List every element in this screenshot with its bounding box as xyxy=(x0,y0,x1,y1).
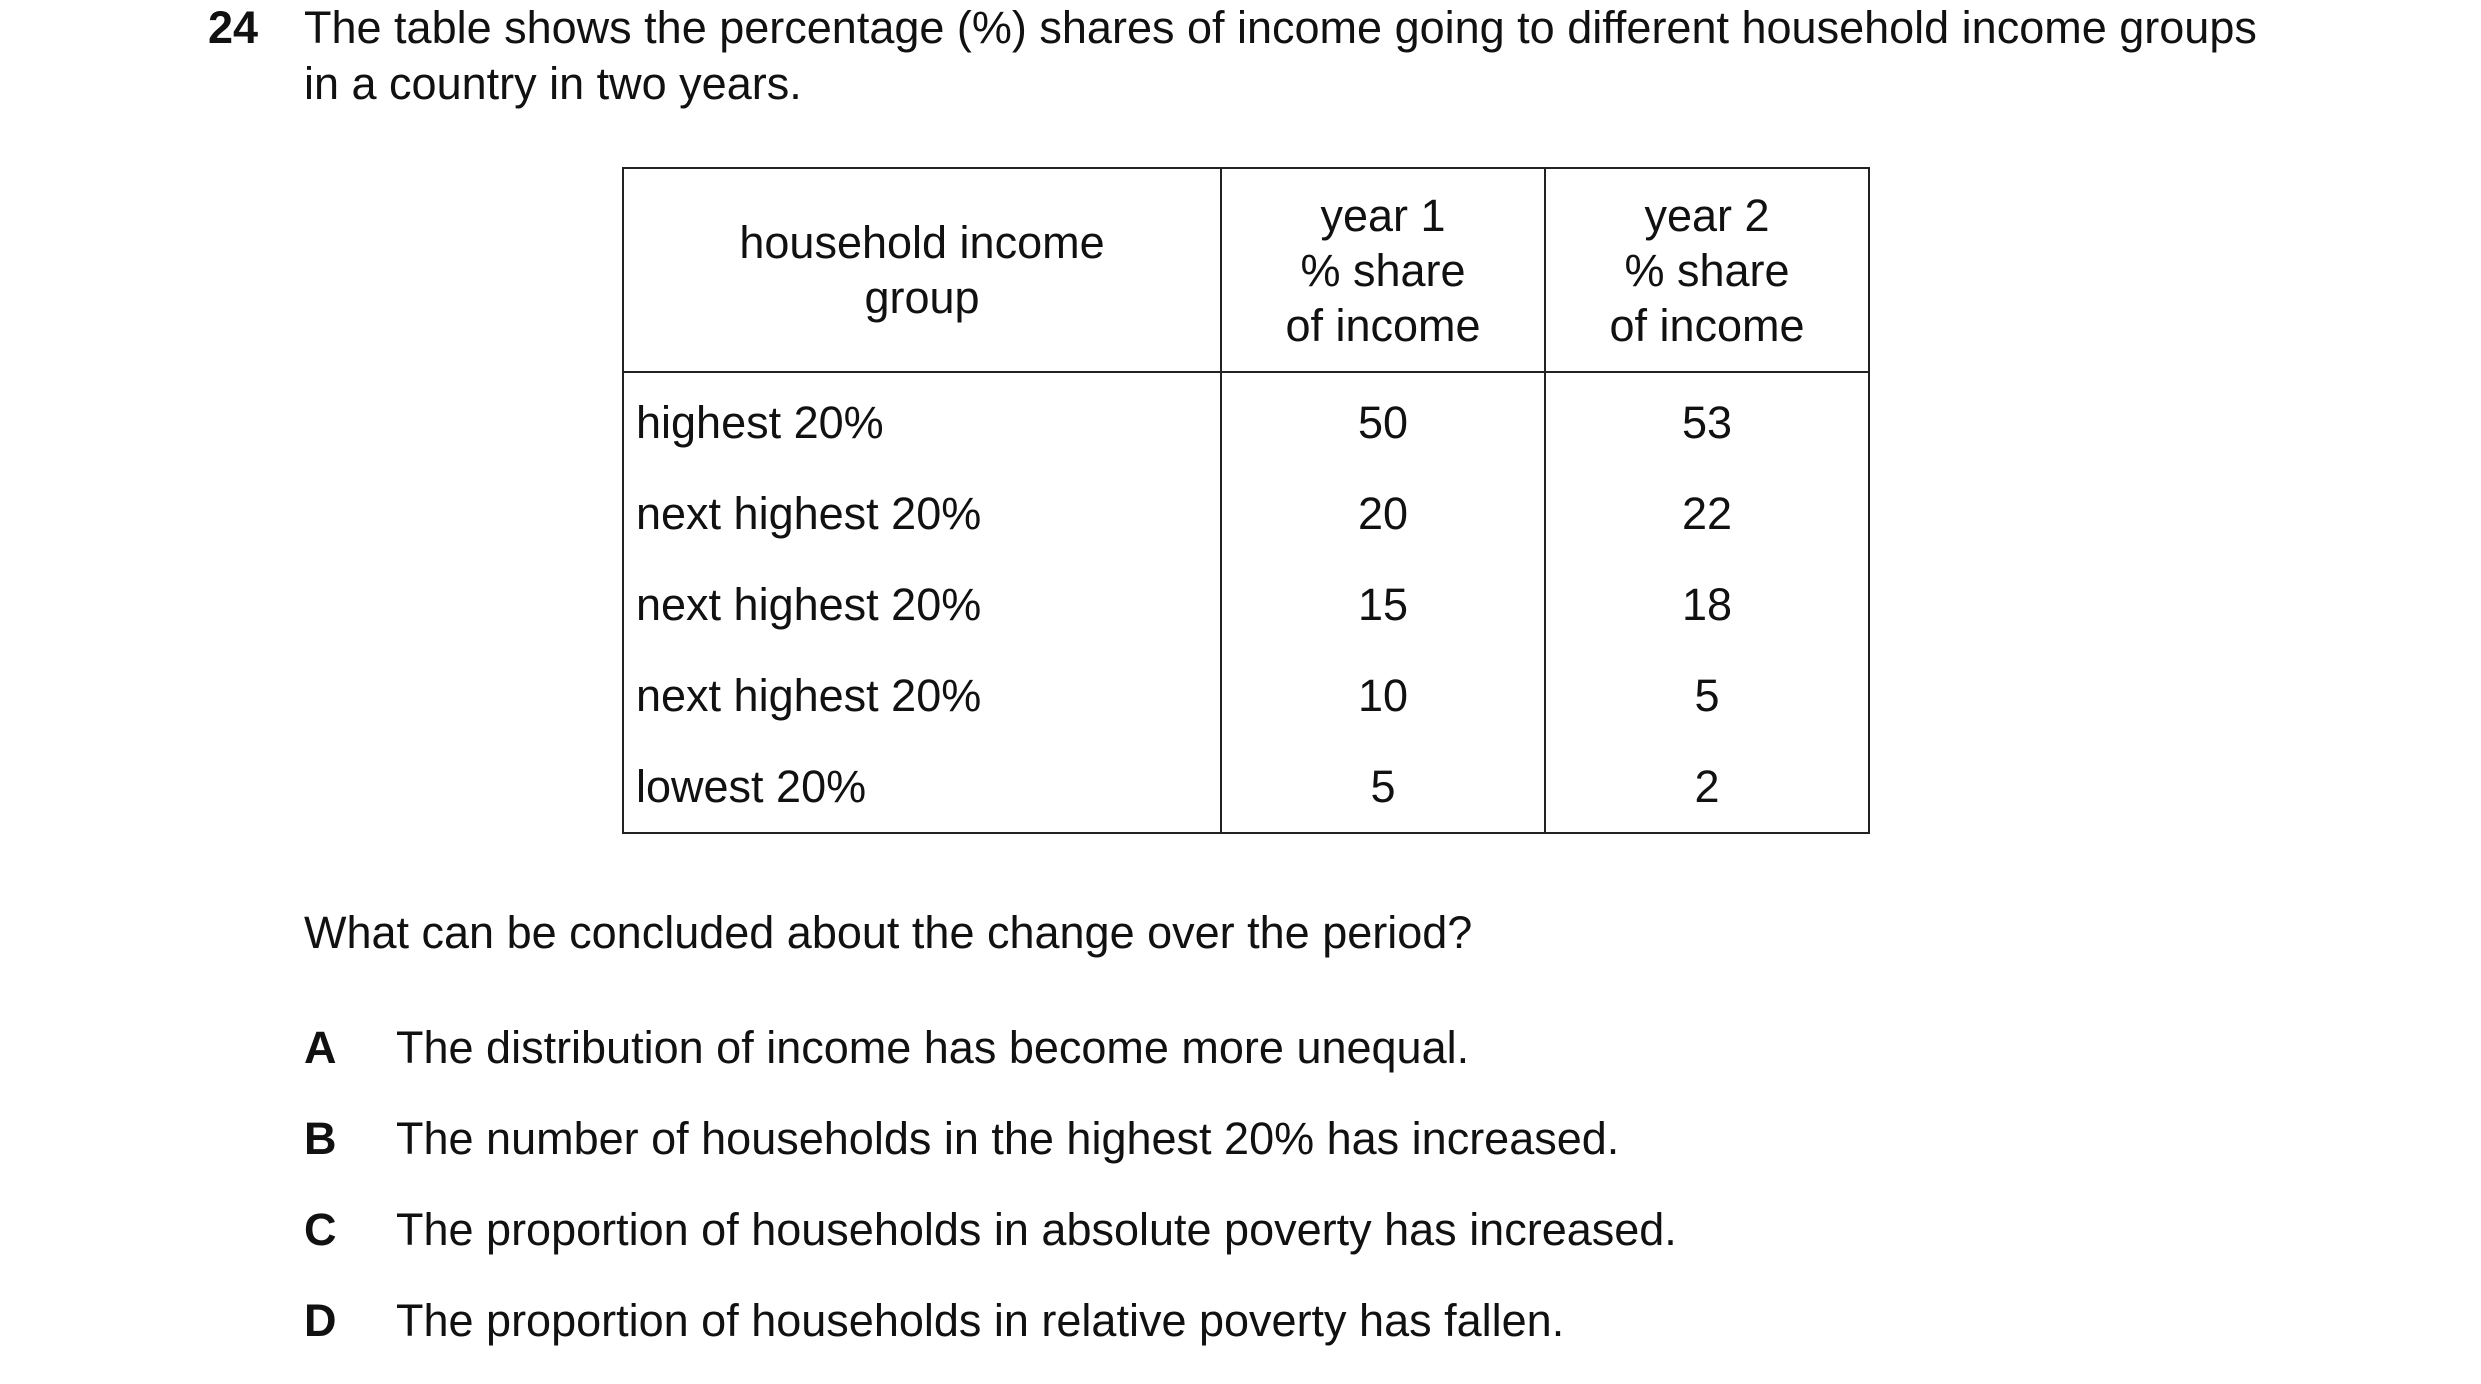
table-row xyxy=(623,468,1869,559)
group-cell: highest 20% xyxy=(623,372,1221,468)
stem-line-1: The table shows the percentage (%) shares of income going to different household income groups xyxy=(304,2,2257,53)
table-row xyxy=(623,559,1869,650)
year2-cell: 22 xyxy=(1545,468,1869,559)
option-text: The proportion of households in absolute poverty has increased. xyxy=(396,1204,1677,1255)
group-cell: next highest 20% xyxy=(623,559,1221,650)
option-letter: D xyxy=(304,1295,337,1346)
question-stem xyxy=(304,0,2404,112)
option-letter: C xyxy=(304,1204,337,1255)
year1-cell: 15 xyxy=(1221,559,1545,650)
year2-cell: 2 xyxy=(1545,741,1869,833)
option-text: The proportion of households in relative poverty has fallen. xyxy=(396,1295,1565,1346)
stem-line-2: in a country in two years. xyxy=(304,58,802,109)
header-household-income-group: household income group xyxy=(623,168,1221,372)
year2-cell: 18 xyxy=(1545,559,1869,650)
option-letter: B xyxy=(304,1113,337,1164)
group-cell: next highest 20% xyxy=(623,650,1221,741)
group-cell: next highest 20% xyxy=(623,468,1221,559)
year1-cell: 10 xyxy=(1221,650,1545,741)
group-cell: lowest 20% xyxy=(623,741,1221,833)
year1-cell: 20 xyxy=(1221,468,1545,559)
table-row xyxy=(623,372,1869,468)
income-share-table xyxy=(622,167,1870,834)
year1-cell: 50 xyxy=(1221,372,1545,468)
option-text: The number of households in the highest 20% has increased. xyxy=(396,1113,1620,1164)
question-number: 24 xyxy=(208,2,259,53)
year2-cell: 5 xyxy=(1545,650,1869,741)
table-row xyxy=(623,650,1869,741)
option-letter: A xyxy=(304,1022,337,1073)
option-text: The distribution of income has become more unequal. xyxy=(396,1022,1470,1073)
year2-cell: 53 xyxy=(1545,372,1869,468)
table-row xyxy=(623,741,1869,833)
header-year-2: year 2 % share of income xyxy=(1545,168,1869,372)
table-header-row xyxy=(623,168,1869,372)
header-year-1: year 1 % share of income xyxy=(1221,168,1545,372)
question-prompt: What can be concluded about the change over the period? xyxy=(304,907,1473,958)
year1-cell: 5 xyxy=(1221,741,1545,833)
